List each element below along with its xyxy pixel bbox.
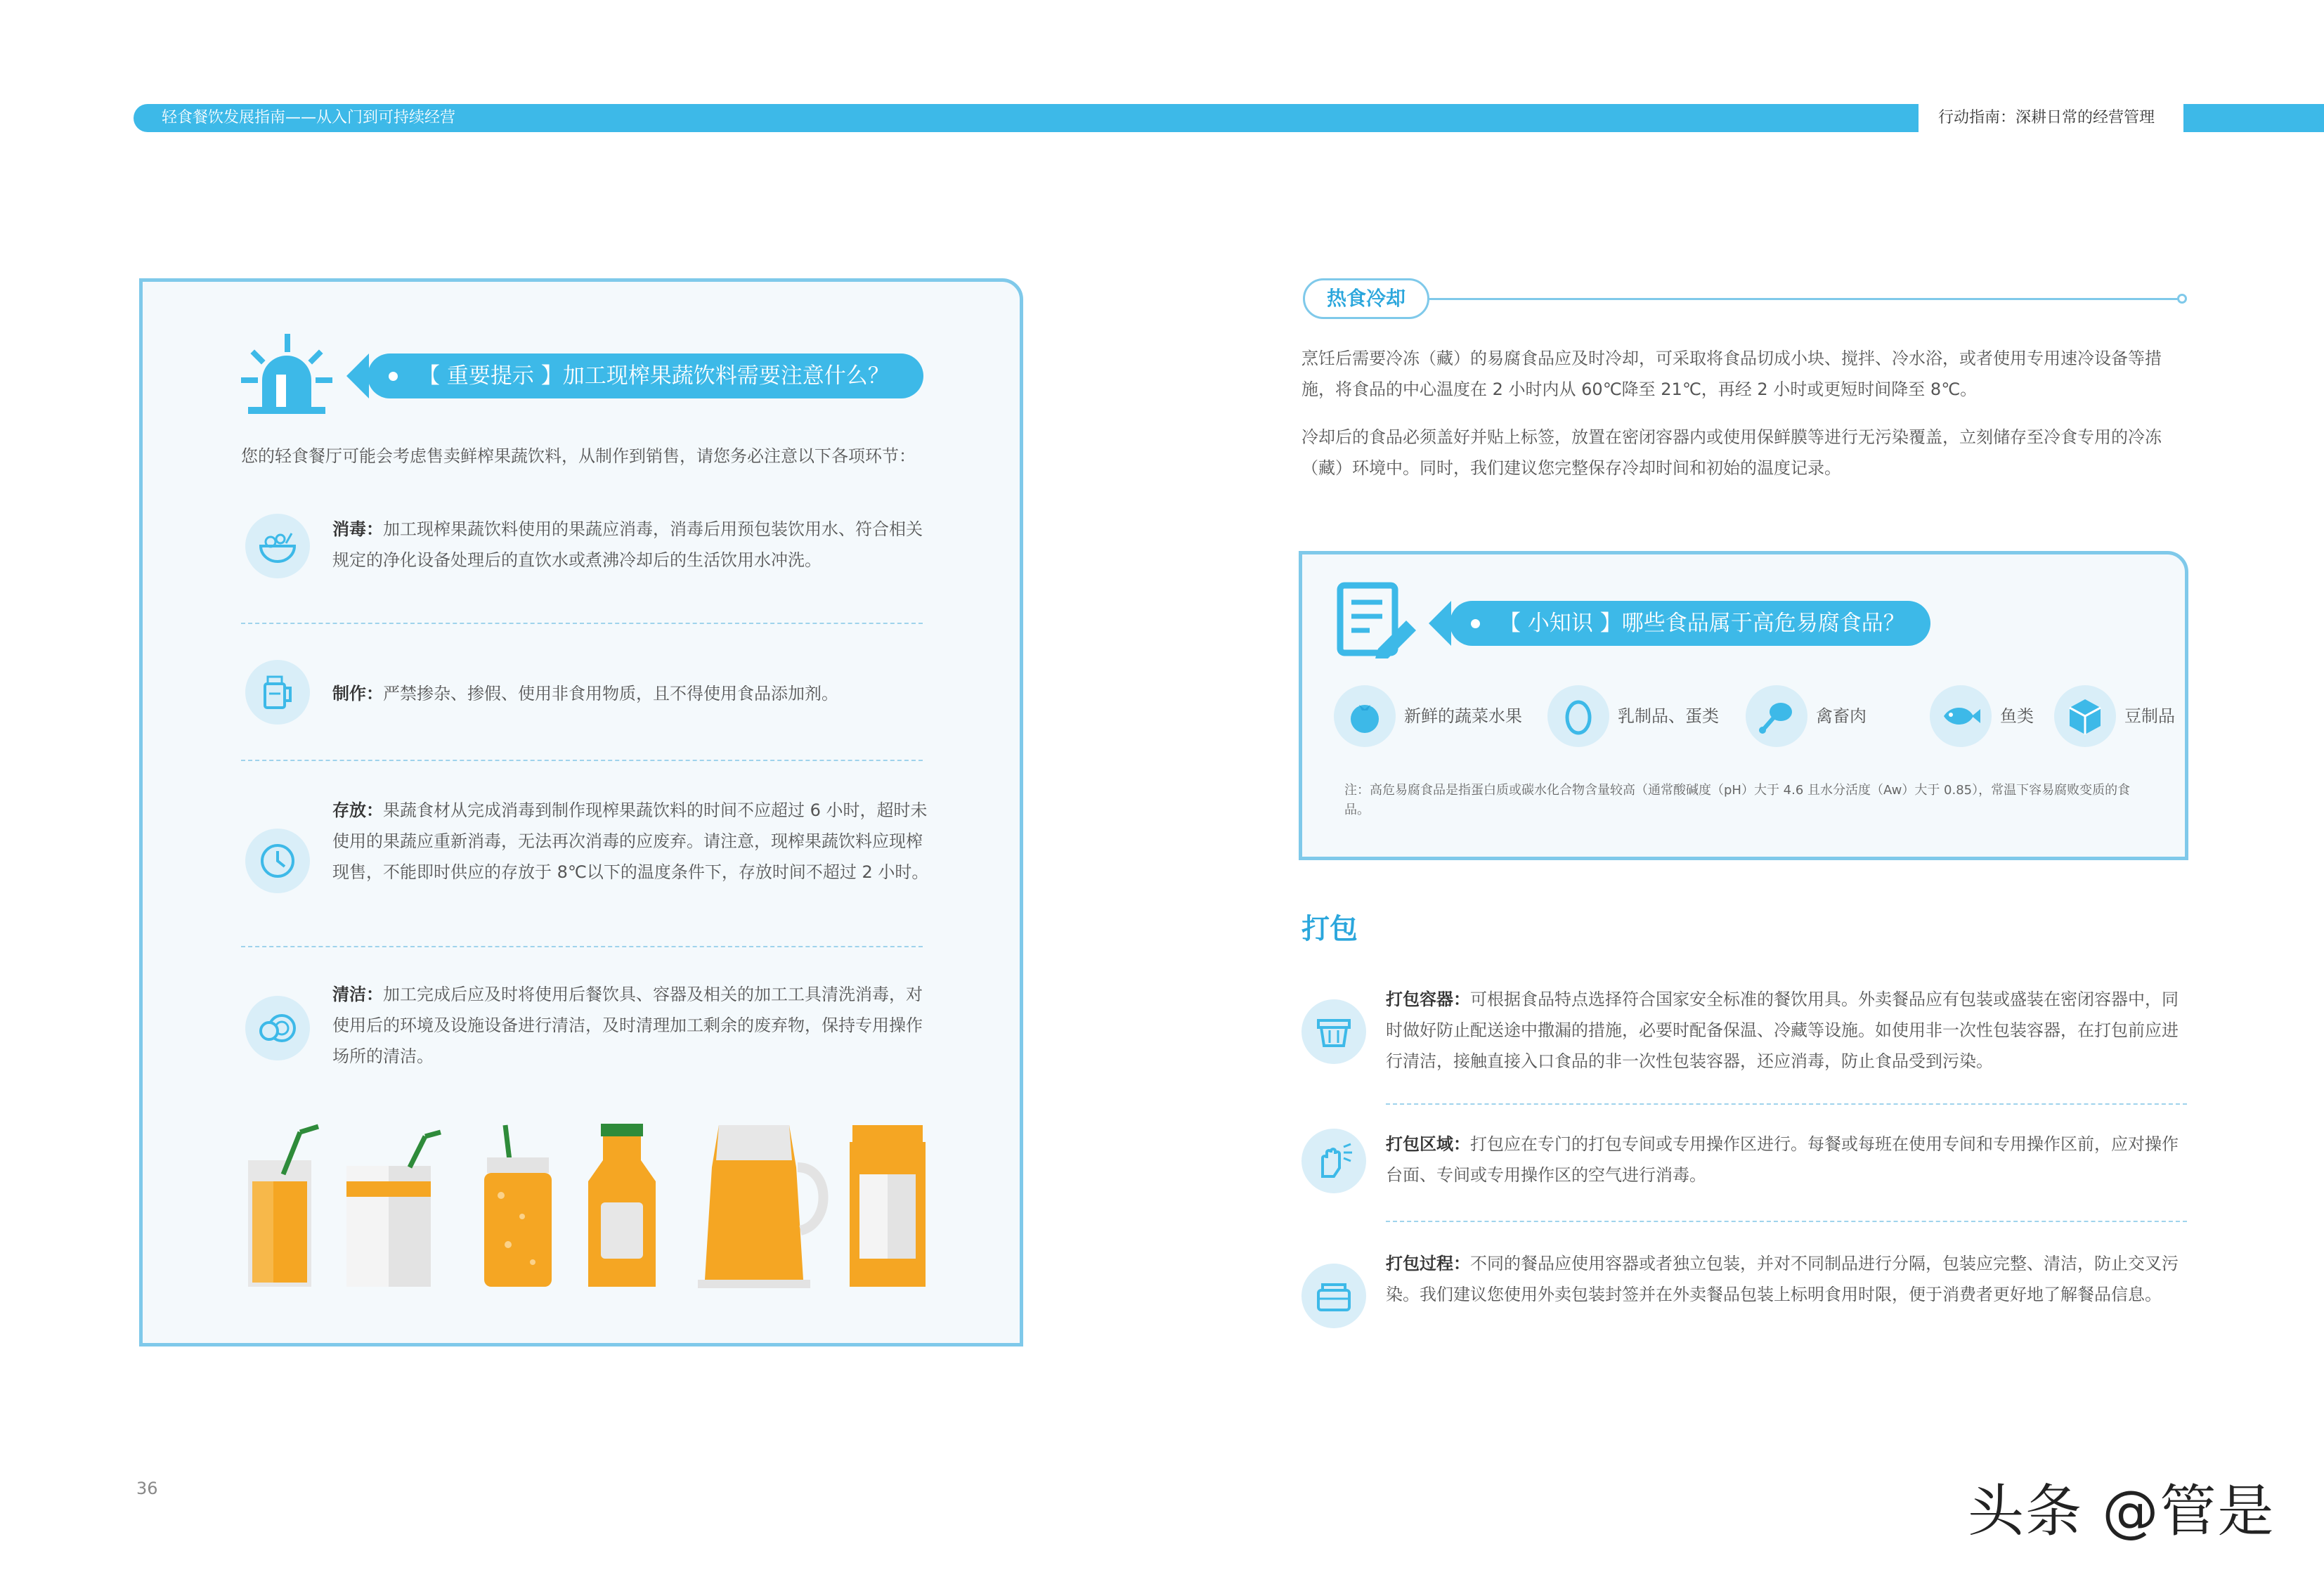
tomato-icon: [1334, 685, 1396, 747]
fish-icon: [1930, 685, 1992, 747]
basket-icon: [1301, 999, 1366, 1064]
perishable-foods-list: [1334, 681, 2175, 751]
divider: [1386, 1103, 2187, 1105]
packing-container-text: 可根据食品特点选择符合国家安全标准的餐饮用具。外卖餐品应有包装或盛装在密闭容器中，同时做好防止配送途中撒漏的措施，必要时配备保温、冷藏等设施。如使用非一次性包装容器，在打包前应进行清洁，接触直接入口食品的非一次性包装容器，还应消毒，防止食品受到污染。: [1386, 989, 2179, 1071]
packing-process-text: 不同的餐品应使用容器或者独立包装，并对不同制品进行分隔，包装应完整、清洁，防止交叉污染。我们建议您使用外卖包装封签并在外卖餐品包装上标明食用时限，便于消费者更好地了解餐品信息。: [1386, 1254, 2179, 1304]
food-label: 乳制品、蛋类: [1618, 706, 1719, 726]
juice-pitcher-icon: [698, 1125, 824, 1288]
juice-intro-text: 您的轻食餐厅可能会考虑售卖鲜榨果蔬饮料，从制作到销售，请您务必注意以下各项环节：: [241, 446, 916, 466]
packing-item-process: [1301, 1248, 2188, 1346]
page-number: 36: [136, 1479, 158, 1498]
packing-section-title: 打包: [1301, 913, 1358, 945]
lunchbox-icon: [1301, 1264, 1366, 1328]
divider: [241, 760, 923, 761]
header-left-title: 轻食餐饮发展指南——从入门到可持续经营: [162, 109, 456, 126]
juice-tips-card: [139, 278, 1023, 1346]
juice-drinks-illustration: [241, 1104, 944, 1294]
food-label: 豆制品: [2124, 706, 2175, 726]
important-tip-title: 【 重要提示 】加工现榨果蔬饮料需要注意什么？: [418, 363, 890, 389]
disinfect-label: 消毒：: [332, 519, 383, 539]
making-text: 严禁掺杂、掺假、使用非食用物质，且不得使用食品添加剂。: [383, 684, 838, 703]
disinfect-text: 加工现榨果蔬饮料使用的果蔬应消毒，消毒后用预包装饮用水、符合相关规定的净化设备处理后的直饮水或煮沸冷却后的生活饮用水冲洗。: [332, 519, 923, 570]
cooling-paragraph-2: 冷却后的食品必须盖好并贴上标签，放置在密闭容器内或使用保鲜膜等进行无污染覆盖，立刻储存至冷食专用的冷冻（藏）环境中。同时，我们建议您完整保存冷却时间和初始的温度记录。: [1301, 427, 2162, 478]
packing-item-area: [1301, 1129, 2188, 1199]
packing-area-text: 打包应在专门的打包专间或专用操作区进行。每餐或每班在使用专间和专用操作区前，应对操作台面、专间或专用操作区的空气进行消毒。: [1386, 1134, 2179, 1185]
knowledge-tip-title: 【 小知识 】哪些食品属于高危易腐食品？: [1499, 611, 1905, 636]
important-tip-bubble: [368, 353, 923, 398]
cooling-paragraph-1: 烹饪后需要冷冻（藏）的易腐食品应及时冷却，可采取将食品切成小块、搅拌、冷水浴，或者使用专用速冷设备等措施，将食品的中心温度在 2 小时内从 60℃降至 21℃，再经 2 小时或更短时间降至 8℃。: [1301, 349, 2162, 399]
bubble-dot: [389, 372, 398, 381]
juice-jar-icon: [484, 1125, 552, 1287]
juice-glass-icon: [248, 1127, 318, 1287]
divider: [1386, 1221, 2187, 1222]
tip-item-making: [241, 660, 930, 730]
clock-icon: [245, 829, 310, 893]
header-right-title: 行动指南：深耕日常的经营管理: [1938, 109, 2155, 126]
knowledge-card: [1299, 551, 2188, 860]
egg-icon: [1547, 685, 1609, 747]
storage-label: 存放：: [332, 800, 383, 820]
cleaning-label: 清洁：: [332, 985, 383, 1004]
tofu-icon: [2054, 685, 2116, 747]
title-rule-dot: [2177, 294, 2187, 304]
juice-tall-carton-icon: [850, 1125, 926, 1287]
alarm-light-icon: [241, 331, 332, 415]
cooling-section-title: 热食冷却: [1303, 278, 1429, 319]
drumstick-icon: [1746, 685, 1807, 747]
tip-item-disinfect: [241, 514, 930, 584]
tip-item-storage: [241, 795, 930, 928]
packing-process-label: 打包过程：: [1386, 1254, 1470, 1273]
packing-area-label: 打包区域：: [1386, 1134, 1470, 1154]
hand-spray-icon: [1301, 1129, 1366, 1193]
title-rule-line: [1429, 298, 2181, 300]
header-bar-left: [134, 104, 1919, 132]
plates-icon: [245, 996, 310, 1060]
divider: [241, 623, 923, 624]
tip-item-cleaning: [241, 979, 930, 1077]
knowledge-footnote: 注：高危易腐食品是指蛋白质或碳水化合物含量较高（通常酸碱度（pH）大于 4.6 且水分活度（Aw）大于 0.85），常温下容易腐败变质的食品。: [1344, 783, 2131, 817]
packing-item-container: [1301, 984, 2188, 1082]
vegetable-bowl-icon: [245, 514, 310, 578]
watermark: 头条 @管是: [1968, 1479, 2276, 1544]
bubble-dot: [1471, 619, 1480, 628]
cleaning-text: 加工完成后应及时将使用后餐饮具、容器及相关的加工工具清洗消毒，对使用后的环境及设施设备进行清洁，及时清理加工剩余的废弃物，保持专用操作场所的清洁。: [332, 985, 923, 1066]
packing-container-label: 打包容器：: [1386, 989, 1470, 1009]
food-label: 鱼类: [2000, 706, 2034, 726]
header-bar-right: [2183, 104, 2324, 132]
food-label: 禽畜肉: [1816, 706, 1867, 726]
making-label: 制作：: [332, 684, 383, 703]
notepad-pencil-icon: [1336, 581, 1420, 658]
juice-bottle-icon: [588, 1124, 656, 1287]
juice-carton-icon: [346, 1132, 441, 1287]
storage-text: 果蔬食材从完成消毒到制作现榨果蔬饮料的时间不应超过 6 小时，超时未使用的果蔬应重新消毒，无法再次消毒的应废弃。请注意，现榨果蔬饮料应现榨现售，不能即时供应的存放于 8℃以下的温度条件下，存放时间不超过 2 小时。: [332, 800, 929, 882]
knowledge-tip-bubble: [1450, 601, 1930, 646]
divider: [241, 946, 923, 947]
food-label: 新鲜的蔬菜水果: [1404, 706, 1522, 726]
juicer-icon: [245, 660, 310, 725]
